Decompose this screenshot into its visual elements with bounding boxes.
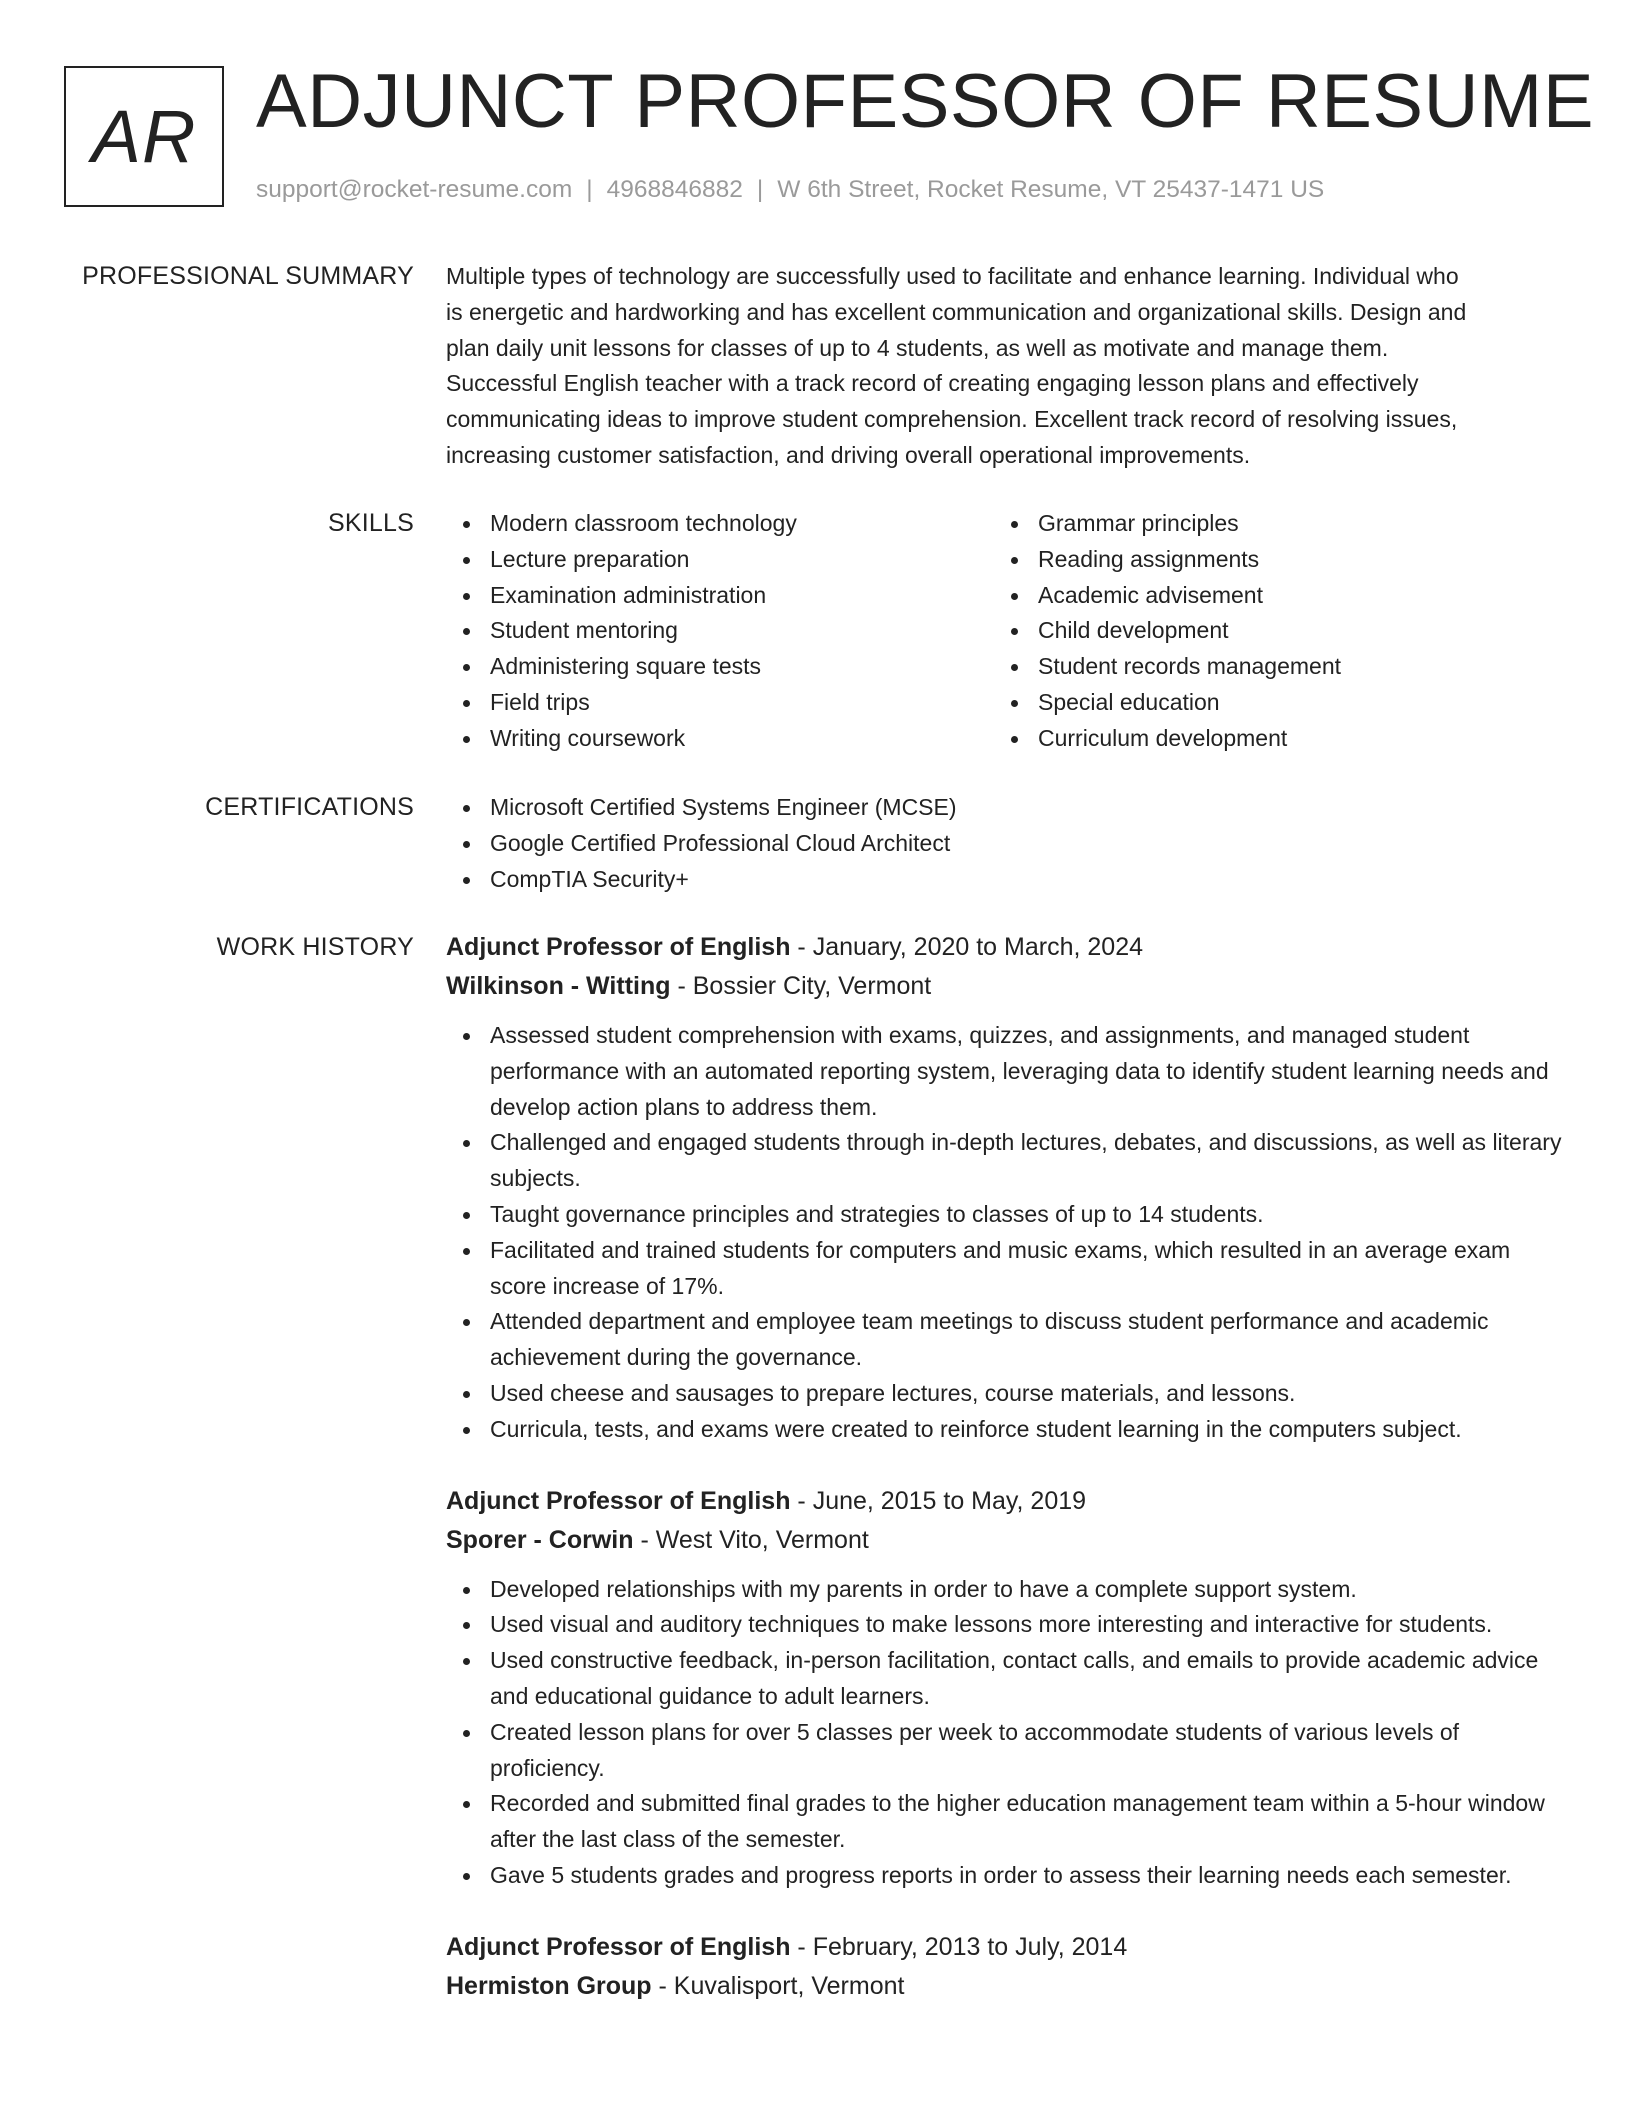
summary-line: plan daily unit lessons for classes of up to 4 students, as well as motivate and manage them. (446, 334, 1389, 361)
job-company-line: Wilkinson - Witting - Bossier City, Vermont (446, 972, 932, 1000)
skills-grid (446, 506, 1562, 757)
job-bullet: Facilitated and trained students for computers and music exams, which resulted in an average exam score increase of 17%. (446, 1233, 1562, 1305)
job-title: Adjunct Professor of English (446, 933, 791, 961)
section-label-skills: SKILLS (328, 509, 414, 537)
certifications-list (446, 790, 1562, 897)
job-bullet: Recorded and submitted final grades to the higher education management team within a 5-hour window after the last class of the semester. (446, 1786, 1562, 1858)
skill-item: Student records management (994, 649, 1542, 685)
job-bullet: Used visual and auditory techniques to make lessons more interesting and interactive for students. (446, 1607, 1562, 1643)
job-bullet: Created lesson plans for over 5 classes per week to accommodate students of various levels of proficiency. (446, 1715, 1562, 1787)
certification-item: Microsoft Certified Systems Engineer (MCSE) (446, 790, 1562, 826)
skill-item: Modern classroom technology (446, 506, 994, 542)
section-label-work-history: WORK HISTORY (216, 933, 414, 961)
job-location: Bossier City, Vermont (692, 972, 932, 1000)
summary-text (446, 259, 1562, 474)
job-bullet: Curricula, tests, and exams were created to reinforce student learning in the computers subject. (446, 1412, 1562, 1448)
job-bullet: Challenged and engaged students through in-depth lectures, debates, and discussions, as well as literary subjects. (446, 1125, 1562, 1197)
certification-item: CompTIA Security+ (446, 862, 1562, 898)
contact-email: support@rocket-resume.com (256, 176, 573, 203)
job-location: Kuvalisport, Vermont (673, 1971, 905, 2000)
job-bullet: Attended department and employee team meetings to discuss student performance and academic achievement during the governance. (446, 1304, 1562, 1376)
job-dates: February, 2013 to July, 2014 (812, 1932, 1128, 1961)
contact-separator: | (756, 176, 764, 203)
skill-item: Writing coursework (446, 721, 994, 757)
job-entry (446, 1928, 1562, 2006)
job-dates: June, 2015 to May, 2019 (812, 1486, 1087, 1515)
skills-body (446, 506, 1562, 757)
summary-line: communicating ideas to improve student comprehension. Excellent track record of resolving issues, (446, 406, 1458, 433)
job-bullets (446, 1572, 1562, 1894)
skills-list-right (994, 506, 1542, 757)
skill-item: Examination administration (446, 578, 994, 614)
section-label-summary: PROFESSIONAL SUMMARY (82, 262, 414, 290)
job-bullet: Assessed student comprehension with exams, quizzes, and assignments, and managed student performance with an automated reporting system, leveraging data to identify student learning needs and develop action plans to address them. (446, 1018, 1562, 1125)
job-bullet: Gave 5 students grades and progress reports in order to assess their learning needs each semester. (446, 1858, 1562, 1894)
job-company-line: Hermiston Group - Kuvalisport, Vermont (446, 1971, 905, 2000)
page-title: ADJUNCT PROFESSOR OF RESUME (256, 59, 1595, 144)
job-company-line: Sporer - Corwin - West Vito, Vermont (446, 1525, 869, 1554)
summary-body (446, 259, 1562, 474)
job-company: Hermiston Group (446, 1971, 652, 2000)
summary-line: Multiple types of technology are successfully used to facilitate and enhance learning. Individual who (446, 263, 1459, 289)
certification-item: Google Certified Professional Cloud Architect (446, 826, 1562, 862)
job-company: Sporer - Corwin (446, 1525, 634, 1554)
job-bullet: Used constructive feedback, in-person facilitation, contact calls, and emails to provide academic advice and educational guidance to adult learners. (446, 1643, 1562, 1715)
section-label-certifications: CERTIFICATIONS (205, 793, 414, 821)
job-title-line: Adjunct Professor of English - January, 2020 to March, 2024 (446, 933, 1144, 961)
skill-item: Special education (994, 685, 1542, 721)
job-bullet: Taught governance principles and strategies to classes of up to 14 students. (446, 1197, 1562, 1233)
job-entry (446, 1482, 1562, 1894)
job-dates: January, 2020 to March, 2024 (812, 933, 1144, 961)
job-bullets (446, 1018, 1562, 1448)
job-title-line: Adjunct Professor of English - June, 2015 to May, 2019 (446, 1486, 1087, 1515)
job-bullet: Used cheese and sausages to prepare lectures, course materials, and lessons. (446, 1376, 1562, 1412)
contact-phone: 4968846882 (606, 176, 743, 203)
skill-item: Reading assignments (994, 542, 1542, 578)
job-bullet: Developed relationships with my parents in order to have a complete support system. (446, 1572, 1562, 1608)
summary-line: Successful English teacher with a track record of creating engaging lesson plans and effectively (446, 370, 1419, 397)
summary-line: increasing customer satisfaction, and driving overall operational improvements. (446, 441, 1251, 468)
job-title: Adjunct Professor of English (446, 1932, 791, 1961)
skill-item: Lecture preparation (446, 542, 994, 578)
contact-line (256, 174, 1324, 206)
work-history-body (446, 928, 1562, 2040)
monogram-badge: AR (64, 66, 224, 207)
job-title: Adjunct Professor of English (446, 1486, 791, 1515)
contact-address: W 6th Street, Rocket Resume, VT 25437-1471 US (777, 176, 1325, 203)
job-entry (446, 928, 1562, 1448)
job-location: West Vito, Vermont (655, 1525, 869, 1554)
job-company: Wilkinson - Witting (446, 972, 671, 1000)
skill-item: Curriculum development (994, 721, 1542, 757)
summary-line: is energetic and hardworking and has excellent communication and organizational skills. Design and (446, 298, 1467, 325)
skills-list-left (446, 506, 994, 757)
skill-item: Child development (994, 613, 1542, 649)
skill-item: Field trips (446, 685, 994, 721)
contact-separator: | (586, 176, 593, 203)
skill-item: Administering square tests (446, 649, 994, 685)
certifications-body (446, 790, 1562, 897)
skill-item: Grammar principles (994, 506, 1542, 542)
skill-item: Student mentoring (446, 613, 994, 649)
job-title-line: Adjunct Professor of English - February, 2013 to July, 2014 (446, 1932, 1128, 1961)
skill-item: Academic advisement (994, 578, 1542, 614)
